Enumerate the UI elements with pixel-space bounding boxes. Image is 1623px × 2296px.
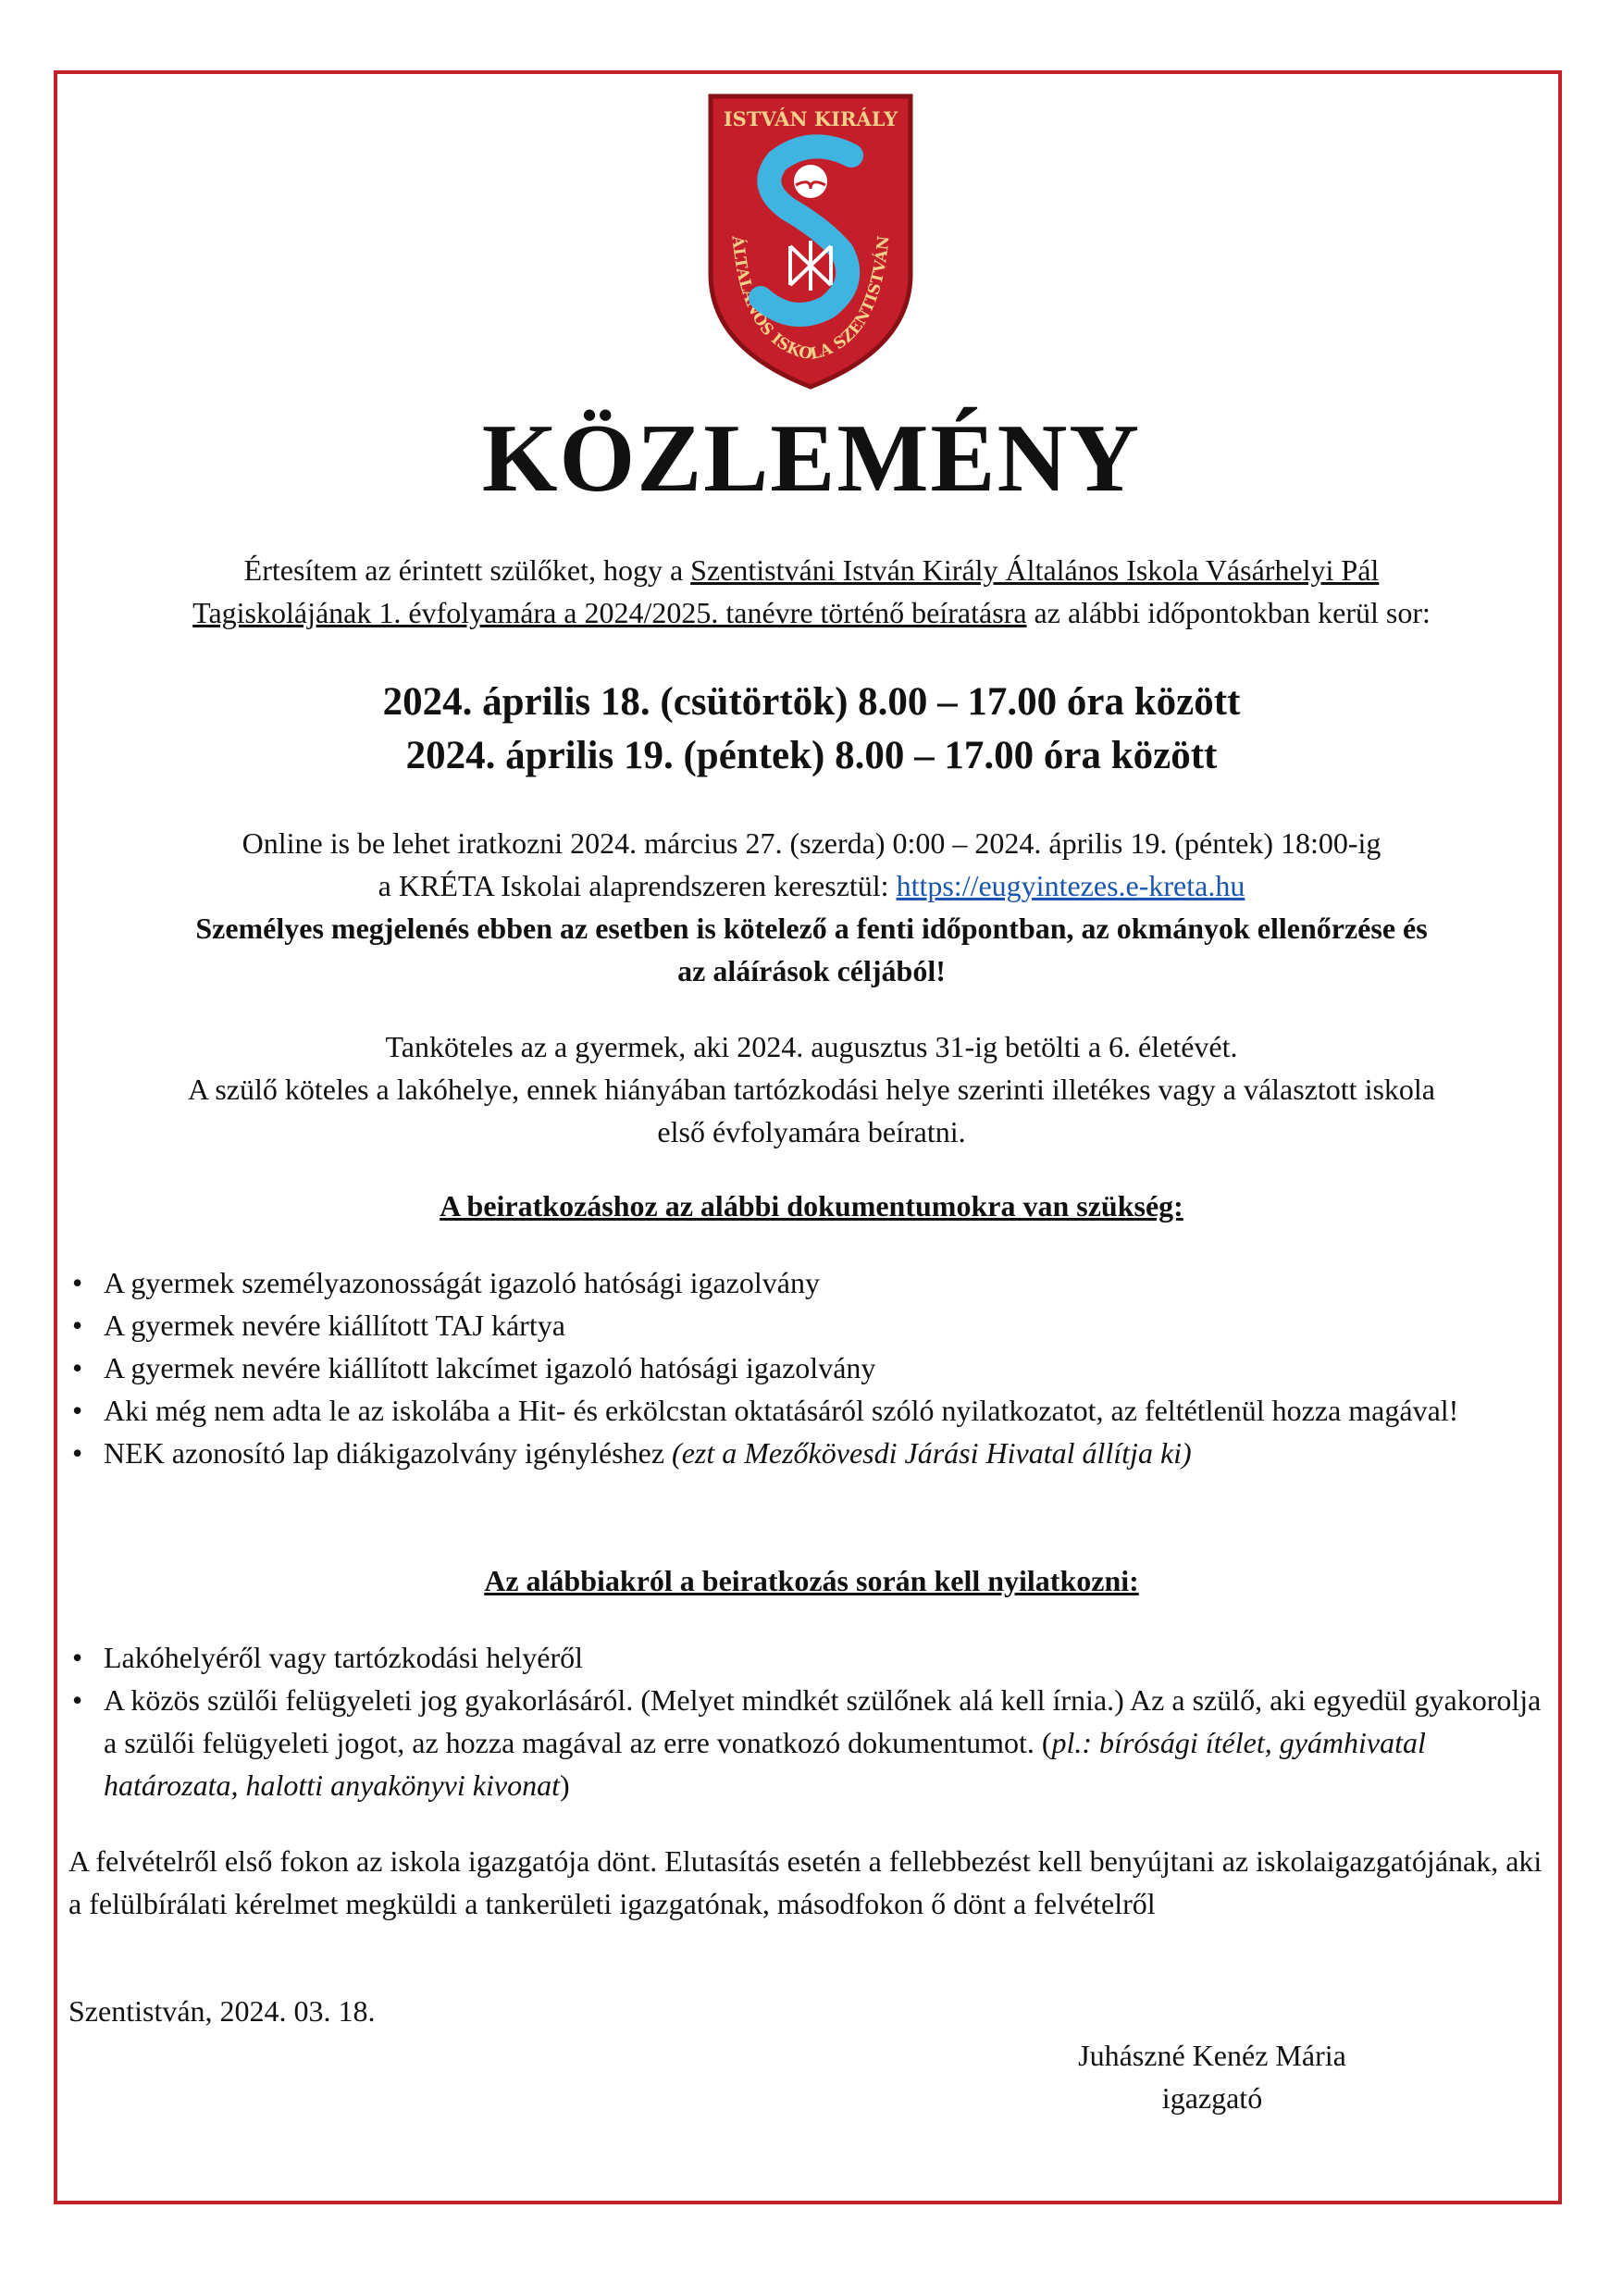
documents-list — [72, 1261, 1543, 1474]
online-enrollment-period: Online is be lehet iratkozni 2024. március 27. (szerda) 0:00 – 2024. április 19. (péntek) 18:00-ig — [242, 826, 1381, 860]
decision-paragraph: A felvételről első fokon az iskola igazgatója dönt. Elutasítás esetén a fellebbezést kell benyújtani az iskolaigazgatójának, aki a felülbírálati kérelmet megküldi a tankerületi igazgatónak, másodfokon ő dönt a felvételről — [68, 1844, 1542, 1920]
enrollment-date-1: 2024. április 18. (csütörtök) 8.00 – 17.00 óra között — [382, 680, 1241, 724]
intro-text-start: Értesítem az érintett szülőket, hogy a — [243, 553, 691, 587]
crest-top-text: ISTVÁN KIRÁLY — [723, 107, 898, 130]
enrollment-date-2: 2024. április 19. (péntek) 8.00 – 17.00 óra között — [405, 734, 1218, 777]
list-item: • Aki még nem adta le az iskolába a Hit- és erkölcstan oktatásáról szóló nyilatkozatot, az feltétlenül hozza magával! — [72, 1389, 1543, 1432]
list-item: • A gyermek nevére kiállított TAJ kártya — [72, 1304, 1543, 1347]
list-item: • Lakóhelyéről vagy tartózkodási helyéről — [72, 1636, 1543, 1679]
intro-paragraph — [65, 549, 1558, 634]
declarations-list — [72, 1636, 1543, 1806]
book-icon — [794, 165, 827, 198]
obligation-paragraph — [65, 1025, 1558, 1153]
signature-block — [1041, 2034, 1383, 2119]
personal-presence-warning: Személyes megjelenés ebben az esetben is kötelező a fenti időpontban, az okmányok ellenőrzése és — [195, 912, 1428, 945]
documents-heading: A beiratkozáshoz az alábbi dokumentumokra van szükség: — [440, 1189, 1183, 1222]
intro-text-end: az alábbi időpontokban kerül sor: — [1026, 596, 1431, 629]
custody-text-end: ) — [559, 1769, 570, 1802]
crest-ring-text: ÁLTALÁNOS ISKOLA SZENTISTVÁN — [727, 234, 894, 365]
page-title: KÖZLEMÉNY — [481, 403, 1142, 512]
online-enrollment — [65, 822, 1558, 992]
enrollment-underlined: Tagiskolájának 1. évfolyamára a 2024/2025. tanévre történő beíratásra — [192, 596, 1027, 629]
signatory-role: igazgató — [1161, 2081, 1263, 2115]
signatory-name: Juhászné Kenéz Mária — [1078, 2039, 1346, 2072]
obligation-line-3: első évfolyamára beíratni. — [657, 1115, 966, 1148]
custody-examples: pl.: bírósági ítélet, gyámhivatal határozata, halotti anyakönyvi kivonat — [104, 1726, 1426, 1802]
kreta-text: a KRÉTA Iskolai alaprendszeren keresztül: — [378, 869, 897, 902]
list-item — [72, 1679, 1543, 1806]
declarations-heading: Az alábbiakról a beiratkozás során kell nyilatkozni: — [484, 1564, 1139, 1597]
obligation-line-1: Tanköteles az a gyermek, aki 2024. augusztus 31-ig betölti a 6. életévét. — [385, 1030, 1238, 1063]
kreta-link[interactable]: https://eugyintezes.e-kreta.hu — [896, 869, 1245, 902]
nek-text: NEK azonosító lap diákigazolvány igényléshez — [104, 1436, 673, 1470]
personal-presence-warning-2: az aláírások céljából! — [677, 954, 946, 987]
list-item — [72, 1432, 1543, 1474]
obligation-line-2: A szülő köteles a lakóhelye, ennek hiányában tartózkodási helye szerinti illetékes vagy a választott iskola — [188, 1073, 1435, 1106]
custody-text: A közös szülői felügyeleti jog gyakorlásáról. (Melyet mindkét szülőnek alá kell írnia.) Az a szülő, aki egyedül gyakorolja a szülői felügyeleti jogot, az hozza magával az erre vonatkozó dokumentumot. ( — [104, 1683, 1542, 1759]
nek-note: (ezt a Mezőkövesdi Járási Hivatal állítja ki) — [672, 1436, 1192, 1470]
list-item: • A gyermek személyazonosságát igazoló hatósági igazolvány — [72, 1261, 1543, 1304]
school-name-underlined: Szentistváni István Király Általános Iskola Vásárhelyi Pál — [690, 553, 1380, 587]
school-crest-logo — [703, 89, 918, 394]
place-date: Szentistván, 2024. 03. 18. — [68, 1994, 376, 2028]
list-item: • A gyermek nevére kiállított lakcímet igazoló hatósági igazolvány — [72, 1347, 1543, 1389]
